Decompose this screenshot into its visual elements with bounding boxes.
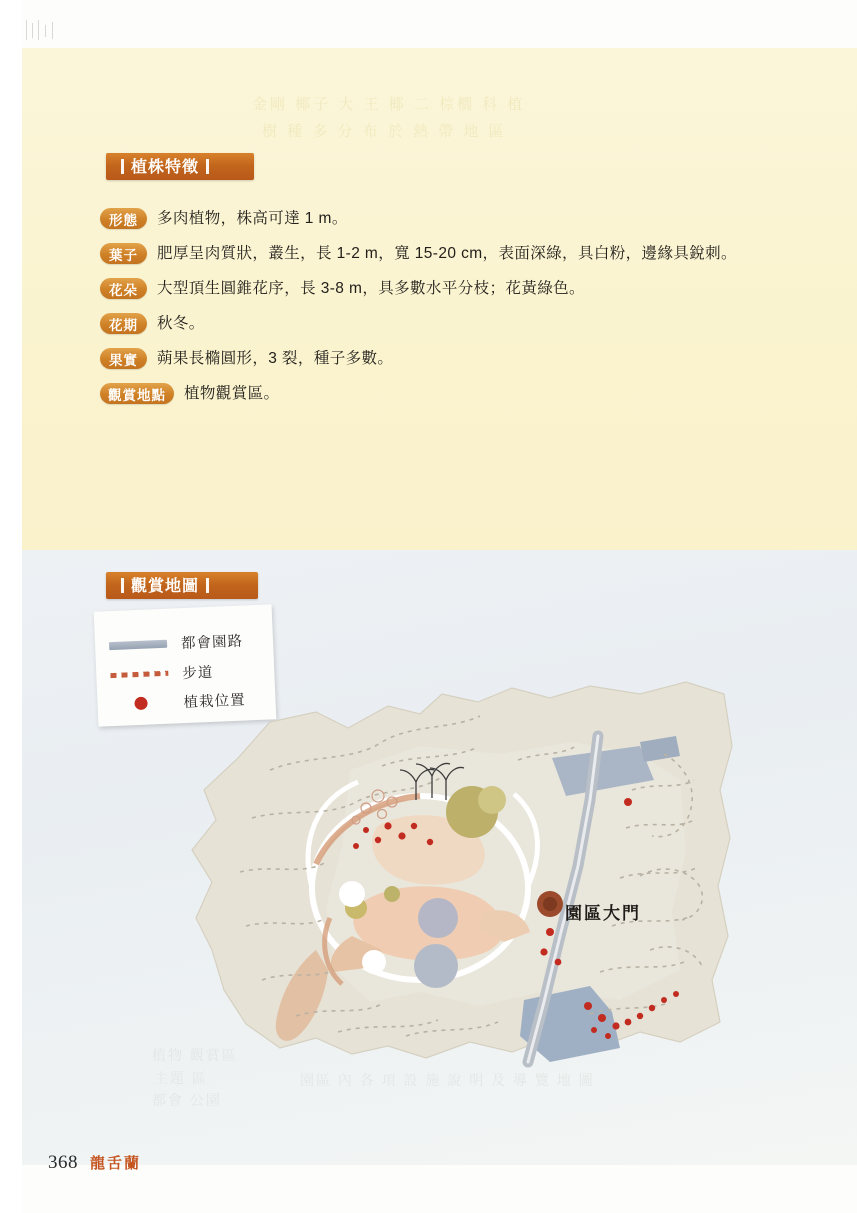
ghost-text-bottom1: 植物 觀賞區: [152, 1047, 238, 1063]
footer-title: 龍舌蘭: [90, 1155, 142, 1172]
attribute-tag: 花期: [100, 313, 147, 334]
registration-marks: [26, 20, 66, 46]
legend-item-road-label: 都會園路: [180, 633, 244, 653]
plant-section-heading-label: 植株特徵: [131, 159, 200, 176]
attribute-text: 多肉植物，株高可達 1 m。: [157, 210, 348, 227]
map-section-heading-label: 觀賞地圖: [131, 578, 200, 595]
attribute-tag: 花朵: [100, 278, 147, 299]
plant-attribute-row: [100, 241, 790, 267]
page-number: 368: [48, 1152, 78, 1173]
ghost-text-top: 金剛 椰子 大 王 椰 二 棕櫚 科 植: [252, 96, 526, 113]
ribbon-bar-right: [206, 578, 209, 593]
attribute-tag: 葉子: [100, 243, 147, 264]
attribute-text: 秋冬。: [157, 315, 205, 332]
attribute-text: 大型頂生圓錐花序，長 3-8 m，具多數水平分枝；花黃綠色。: [157, 280, 585, 297]
attribute-tag: 觀賞地點: [100, 383, 174, 404]
ghost-text-top2: 樹 種 多 分 布 於 熱 帶 地 區: [262, 123, 507, 140]
left-margin-strip: [0, 0, 22, 1213]
ghost-text-bottom2: 主題 區: [154, 1070, 208, 1086]
plant-attribute-row: [100, 276, 790, 302]
plant-attribute-list: [100, 206, 790, 416]
plant-attribute-row: [100, 206, 790, 232]
ghost-text-bottom4: 園區 內 各 項 設 施 說 明 及 導 覽 地 圖: [300, 1072, 595, 1088]
attribute-text: 植物觀賞區。: [184, 385, 280, 402]
plant-attribute-row: [100, 381, 790, 407]
attribute-tag: 果實: [100, 348, 147, 369]
ribbon-bar-right: [206, 159, 209, 174]
park-map-illustration: [120, 650, 760, 1110]
ribbon-bar-left: [121, 159, 124, 174]
plant-attribute-row: [100, 311, 790, 337]
legend-item-plant-location-label: 植栽位置: [183, 692, 246, 712]
ribbon-bar-left: [121, 578, 124, 593]
attribute-text: 蒴果長橢圓形，3 裂，種子多數。: [157, 350, 394, 367]
plant-section-heading: [106, 153, 254, 180]
page-footer: [48, 1152, 141, 1174]
legend-item-trail-label: 步道: [182, 664, 214, 683]
attribute-tag: 形態: [100, 208, 147, 229]
road-line-icon: [107, 639, 169, 650]
map-section-heading: [106, 572, 258, 599]
gate-label: 園區大門: [565, 904, 641, 923]
attribute-text: 肥厚呈肉質狀，叢生，長 1-2 m，寬 15-20 cm，表面深綠，具白粉，邊緣具銳刺。: [157, 245, 737, 262]
ghost-text-bottom3: 都會 公園: [152, 1092, 222, 1108]
plant-attribute-row: [100, 346, 790, 372]
